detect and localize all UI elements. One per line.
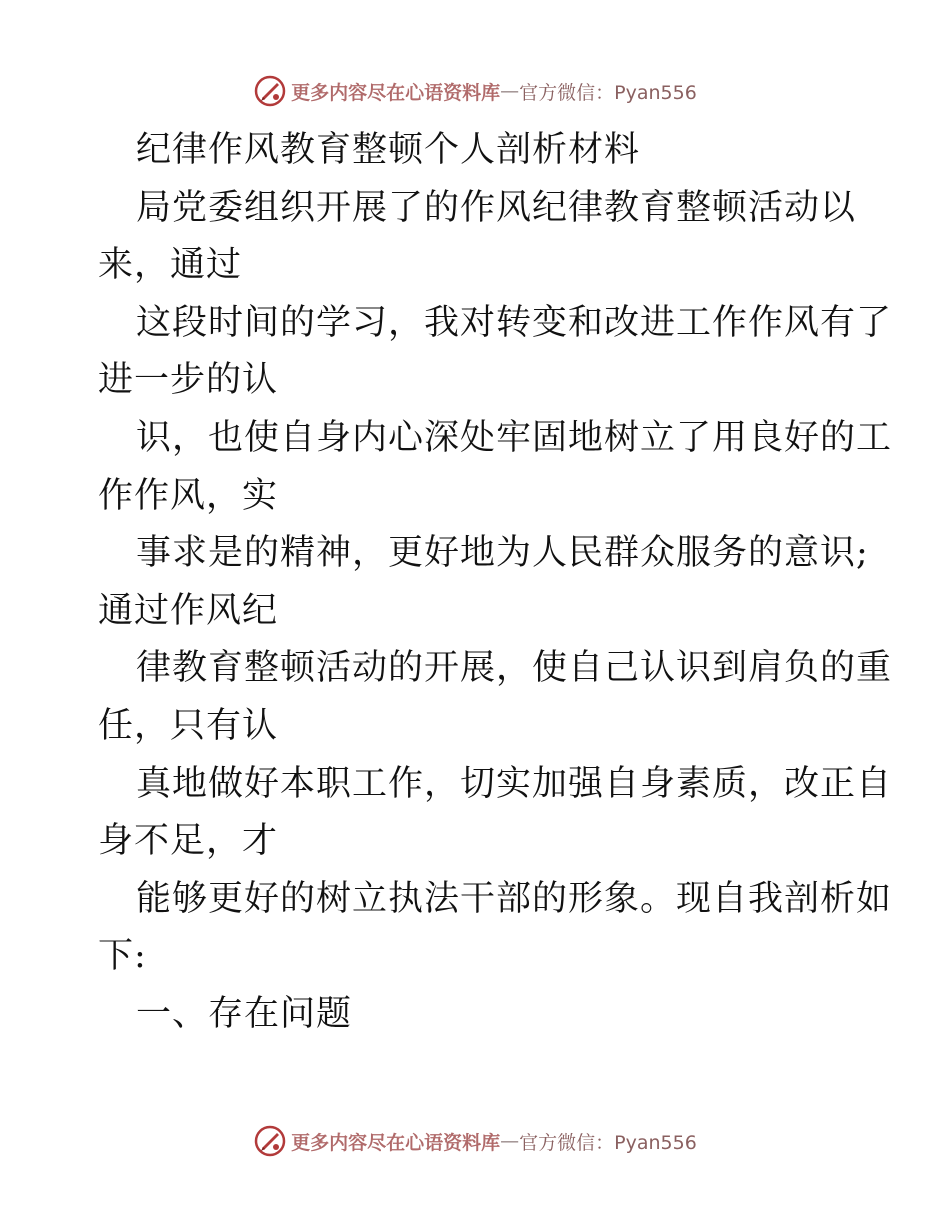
banner-dash: — [500, 1130, 520, 1152]
banner-sub-text: 官方微信：Pyan556 [519, 81, 697, 104]
text-line: 通过作风纪 [98, 590, 279, 631]
text-line: 进一步的认 [98, 360, 279, 401]
quill-logo-icon [253, 1124, 287, 1158]
text-line: 下: [98, 936, 147, 977]
quill-logo-icon [253, 74, 287, 108]
footer-watermark [0, 1121, 950, 1161]
text-line: 律教育整顿活动的开展，使自己认识到肩负的重 [136, 648, 893, 689]
document-title: 纪律作风教育整顿个人剖析材料 [136, 130, 641, 170]
section-heading: 一、存在问题 [136, 993, 353, 1034]
text-line: 识，也使自身内心深处牢固地树立了用良好的工 [136, 417, 893, 458]
document-body [98, 122, 893, 1044]
text-line: 作作风，实 [98, 475, 279, 516]
text-line: 这段时间的学习，我对转变和改进工作作风有了 [136, 302, 893, 343]
text-line: 任，只有认 [98, 705, 279, 746]
banner-main-text: 更多内容尽在心语资料库 [291, 81, 501, 104]
text-line: 身不足，才 [98, 821, 279, 862]
text-line: 局党委组织开展了的作风纪律教育整顿活动以 [136, 187, 857, 228]
text-line: 来，通过 [98, 245, 243, 286]
banner-dash: — [500, 80, 520, 102]
banner-sub-text: 官方微信：Pyan556 [519, 1131, 697, 1154]
text-line: 真地做好本职工作，切实加强自身素质，改正自 [136, 763, 893, 804]
text-line: 能够更好的树立执法干部的形象。现自我剖析如 [136, 878, 893, 919]
header-watermark [0, 71, 950, 111]
text-line: 事求是的精神，更好地为人民群众服务的意识; [136, 533, 869, 574]
banner-main-text: 更多内容尽在心语资料库 [291, 1131, 501, 1154]
